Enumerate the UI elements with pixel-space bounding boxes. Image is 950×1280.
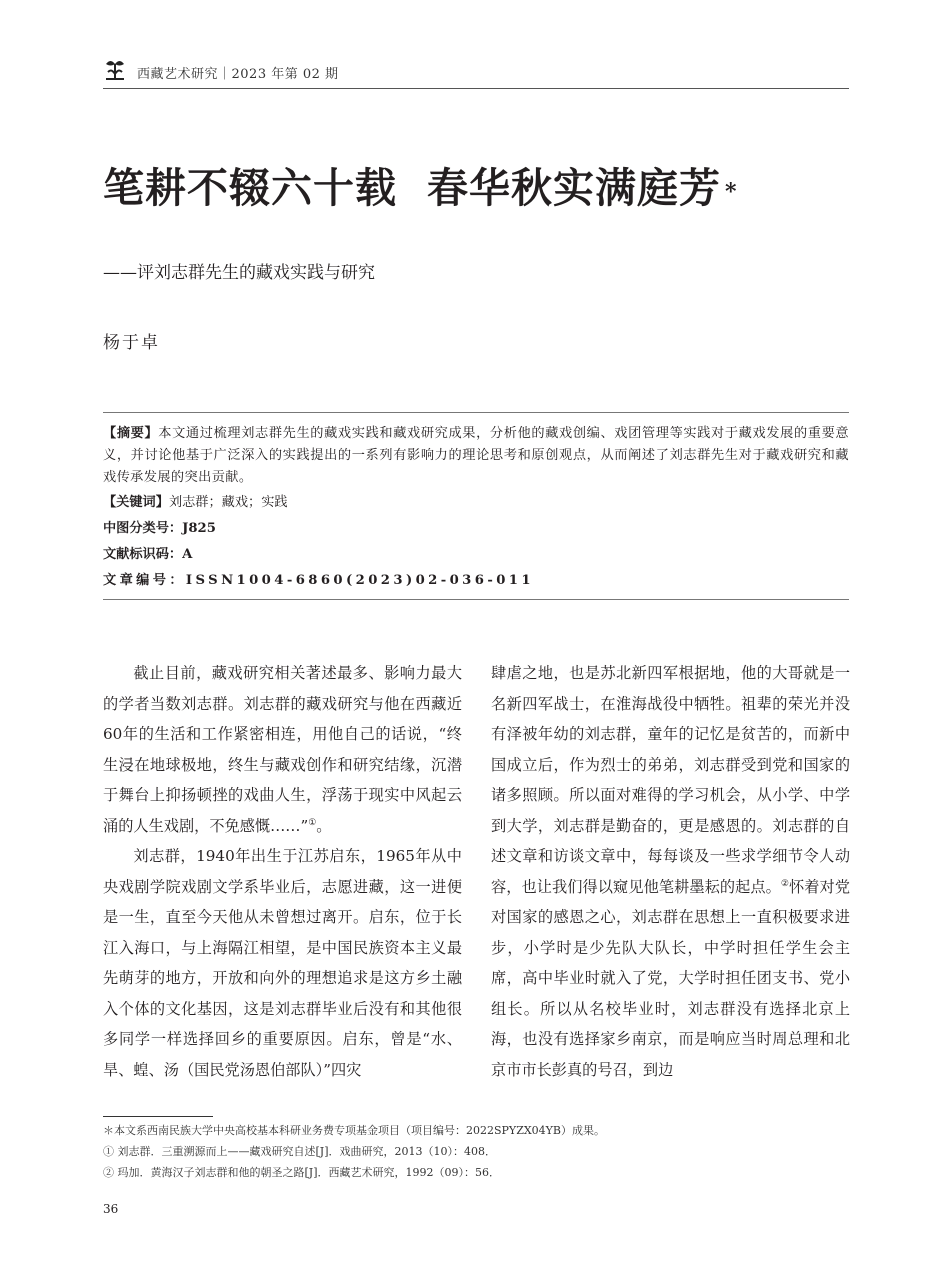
journal-header-text: 西藏艺术研究｜2023 年第 02 期	[137, 67, 339, 82]
article-number: 文章编号：ISSN1004-6860(2023)02-036-011	[103, 573, 534, 588]
body-column-left	[103, 658, 462, 1085]
keywords-text: 刘志群；藏戏；实践	[168, 495, 288, 510]
abstract-label: 【摘要】	[103, 426, 159, 441]
paragraph-end: 。	[316, 816, 332, 835]
abstract-paragraph	[103, 423, 849, 489]
keywords-line	[103, 491, 288, 510]
body-paragraph	[103, 658, 462, 841]
article-title	[103, 160, 738, 216]
abstract-section	[103, 412, 849, 600]
body-column-right	[491, 658, 850, 1085]
classification-number: 中图分类号：J825	[103, 521, 216, 536]
paragraph-text: 肆虐之地，也是苏北新四军根据地，他的大哥就是一名新四军战士，在淮海战役中牺牲。祖辈的荣光并没有泽被年幼的刘志群，童年的记忆是贫苦的，而新中国成立后，作为烈士的弟弟，刘志群受到党和国家的诸多照顾。所以面对难得的学习机会，从小学、中学到大学，刘志群是勤奋的，更是感恩的。刘志群的自述文章和访谈文章中，每每谈及一些求学细节令人动容，也让我们得以窥见他笔耕墨耘的起点。	[491, 664, 850, 896]
title-footnote-mark: *	[725, 179, 738, 205]
keywords-label: 【关键词】	[103, 495, 169, 510]
running-header	[103, 56, 849, 89]
paragraph-text: 截止目前，藏戏研究相关著述最多、影响力最大的学者当数刘志群。刘志群的藏戏研究与他在西藏近60年的生活和工作紧密相连，用他自己的话说，“终生浸在地球极地，终生与藏戏创作和研究结缘，沉潜于舞台上抑扬顿挫的戏曲人生，浮荡于现实中风起云涌的人生戏剧，不免感慨……”	[103, 664, 462, 835]
footnote-funding: ＊本文系西南民族大学中央高校基本科研业务费专项基金项目（项目编号：2022SPYZX04YB）成果。	[103, 1124, 606, 1137]
article-author: 杨于卓	[103, 333, 160, 353]
page-number: 36	[103, 1202, 119, 1216]
abstract-text: 本文通过梳理刘志群先生的藏戏实践和藏戏研究成果，分析他的藏戏创编、戏团管理等实践对于藏戏发展的重要意义，并讨论他基于广泛深入的实践提出的一系列有影响力的理论思考和原创观点，从而阐述了刘志群先生对于藏戏研究和藏戏传承发展的突出贡献。	[103, 426, 849, 485]
article-subtitle: ——评刘志群先生的藏戏实践与研究	[103, 263, 375, 283]
document-code: 文献标识码：A	[103, 547, 193, 562]
footnote-1: ① 刘志群．三重溯源而上——藏戏研究自述[J]．戏曲研究，2013（10）：408．	[103, 1145, 496, 1158]
body-paragraph: 刘志群，1940年出生于江苏启东，1965年从中央戏剧学院戏剧文学系毕业后，志愿进藏，这一进便是一生，直至今天他从未曾想过离开。启东，位于长江入海口，与上海隔江相望，是中国民族资本主义最先萌芽的地方，开放和向外的理想追求是这方乡土融入个体的文化基因，这是刘志群毕业后没有和其他很多同学一样选择回乡的重要原因。启东，曾是“水、旱、蝗、汤（国民党汤恩伯部队）”四灾	[103, 847, 462, 1079]
title-part-2: 春华秋实满庭芳	[427, 164, 721, 212]
journal-logo-icon	[103, 58, 127, 82]
footnote-ref-1[interactable]: ①	[308, 817, 317, 828]
footnote-divider	[103, 1116, 213, 1117]
body-paragraph	[491, 658, 850, 1085]
title-part-1: 笔耕不辍六十载	[103, 164, 397, 212]
footnote-ref-2[interactable]: ②	[780, 878, 790, 889]
footnote-2: ② 玛加．黄海汉子刘志群和他的朝圣之路[J]．西藏艺术研究，1992（09）：56．	[103, 1166, 500, 1179]
paragraph-text: 怀着对党对国家的感恩之心，刘志群在思想上一直积极要求进步，小学时是少先队大队长，中学时担任学生会主席，高中毕业时就入了党，大学时担任团支书、党小组长。所以从名校毕业时，刘志群没有选择北京上海，也没有选择家乡南京，而是响应当时周总理和北京市市长彭真的号召，到边	[491, 877, 851, 1079]
